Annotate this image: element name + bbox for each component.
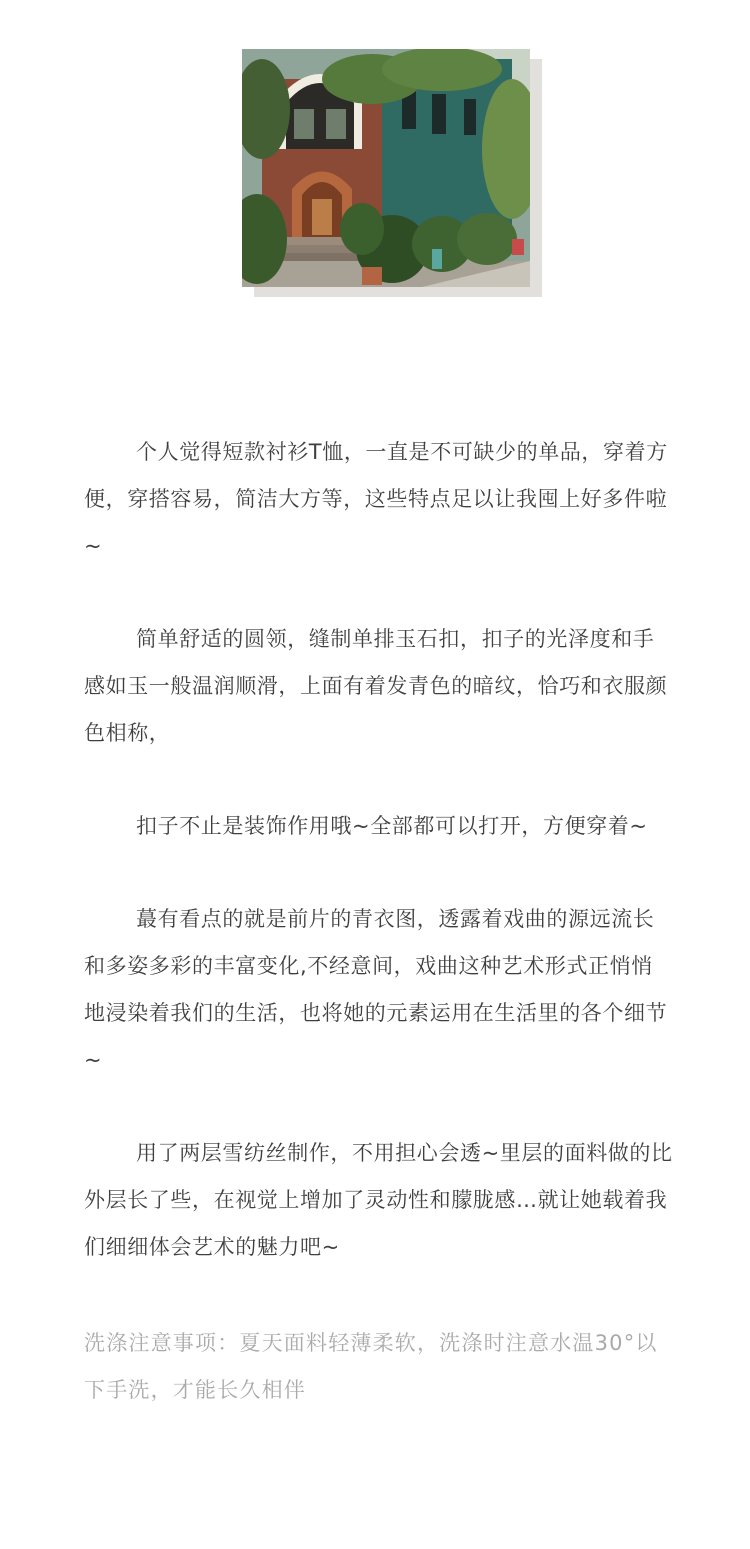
care-instructions: 洗涤注意事项：夏天面料轻薄柔软，洗涤时注意水温30°以下手洗，才能长久相伴 [84,1331,658,1402]
article-paragraph [84,1130,674,1271]
article-body [84,429,674,1435]
article-paragraph [84,803,674,850]
paragraph-text: 个人觉得短款衬衫T恤，一直是不可缺少的单品，穿着方便，穿搭容易，简洁大方等，这些特点足以让我囤上好多件啦~ [84,440,668,558]
article-paragraph [84,429,674,570]
article-paragraph [84,896,674,1084]
photo [242,49,530,287]
header-photo [242,49,542,297]
paragraph-text: 蕞有看点的就是前片的青衣图，透露着戏曲的源远流长和多姿多彩的丰富变化,不经意间，戏曲这种艺术形式正悄悄地浸染着我们的生活，也将她的元素运用在生活里的各个细节~ [84,907,668,1072]
paragraph-text: 简单舒适的圆领，缝制单排玉石扣，扣子的光泽度和手感如玉一般温润顺滑，上面有着发青色的暗纹，恰巧和衣服颜色相称， [84,627,668,745]
paragraph-text: 用了两层雪纺丝制作，不用担心会透~里层的面料做的比外层长了些，在视觉上增加了灵动性和朦胧感…就让她载着我们细细体会艺术的魅力吧~ [84,1141,673,1259]
article-paragraph [84,616,674,757]
house-photo-illustration [242,49,530,287]
paragraph-text: 扣子不止是装饰作用哦~全部都可以打开，方便穿着~ [136,814,648,838]
